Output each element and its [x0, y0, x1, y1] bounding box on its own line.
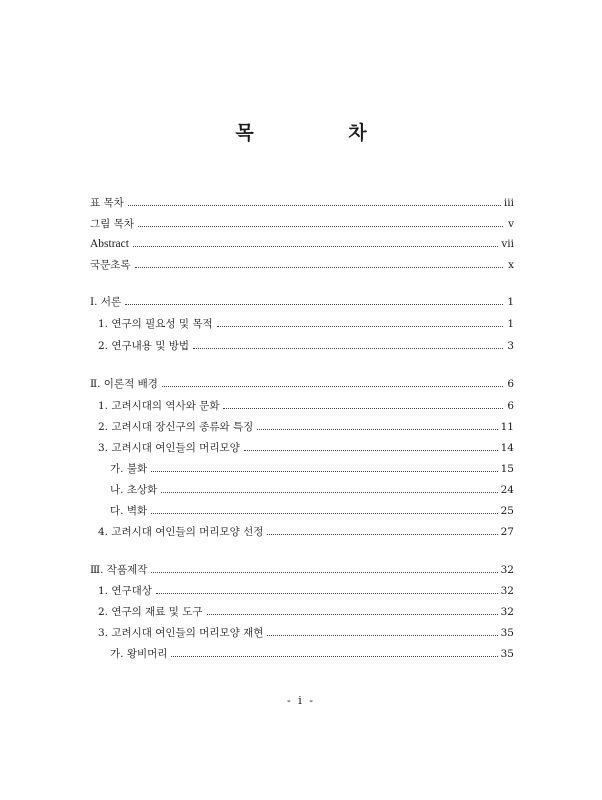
toc-entry-page: 25 — [500, 505, 514, 517]
dot-leader — [193, 348, 503, 349]
toc-subsection[interactable] — [90, 479, 514, 497]
toc-entry-page: x — [508, 259, 514, 271]
toc-entry-abstract[interactable] — [90, 233, 514, 251]
dot-leader — [223, 408, 503, 409]
toc-entry-page: 24 — [500, 484, 514, 496]
toc-entry-page: 32 — [500, 585, 514, 597]
toc-subsection-label: 나. 초상화 — [110, 484, 158, 496]
toc-entry-page: 27 — [500, 526, 514, 538]
toc-section[interactable] — [90, 521, 514, 539]
toc-entry-page: 32 — [500, 564, 514, 576]
toc-subsection[interactable] — [90, 458, 514, 476]
toc-section[interactable] — [90, 313, 514, 331]
toc-section[interactable] — [90, 395, 514, 413]
toc-entry-page: 35 — [500, 627, 514, 639]
dot-leader — [161, 492, 497, 493]
toc-section-label: 1. 연구대상 — [98, 585, 152, 597]
toc-section[interactable] — [90, 580, 514, 598]
dot-leader — [257, 429, 497, 430]
toc-chapter-label: Ⅲ. 작품제작 — [90, 564, 148, 576]
toc-section-label: 2. 고려시대 장신구의 종류와 특징 — [98, 421, 254, 433]
toc-section[interactable] — [90, 622, 514, 640]
toc-entry-page: 3 — [507, 340, 514, 352]
dot-leader — [128, 205, 501, 206]
dot-leader — [171, 656, 497, 657]
toc-section-label: 3. 고려시대 여인들의 머리모양 — [98, 442, 240, 454]
dot-leader — [151, 513, 498, 514]
toc-entry-tables[interactable] — [90, 192, 514, 210]
dot-leader — [125, 304, 503, 305]
toc-entry-page: 32 — [500, 606, 514, 618]
toc-section-label: 2. 연구의 재료 및 도구 — [98, 606, 203, 618]
toc-chapter-2[interactable] — [90, 373, 514, 391]
toc-section-label: 2. 연구내용 및 방법 — [98, 340, 190, 352]
toc-entry-page: 6 — [507, 378, 514, 390]
dot-leader — [162, 386, 503, 387]
toc-entry-label: 표 목차 — [90, 197, 124, 209]
toc-entry-figures[interactable] — [90, 213, 514, 231]
toc-entry-page: v — [508, 218, 514, 230]
toc-entry-page: 6 — [507, 400, 514, 412]
toc-subsection-label: 다. 벽화 — [110, 505, 148, 517]
toc-entry-page: iii — [503, 197, 514, 209]
toc-entry-page: 11 — [500, 421, 514, 433]
page-number-footer: - i - — [287, 694, 315, 707]
toc-section[interactable] — [90, 437, 514, 455]
toc-entry-page: 35 — [500, 648, 514, 660]
toc-entry-label: Abstract — [90, 238, 129, 250]
dot-leader — [217, 326, 503, 327]
toc-section-label: 1. 연구의 필요성 및 목적 — [98, 318, 213, 330]
dot-leader — [244, 450, 498, 451]
toc-entry-page: 14 — [500, 442, 514, 454]
dot-leader — [151, 471, 498, 472]
toc-chapter-label: Ⅰ. 서론 — [90, 296, 122, 308]
dot-leader — [267, 534, 497, 535]
dot-leader — [135, 267, 503, 268]
toc-entry-page: 1 — [507, 296, 514, 308]
toc-entry-korean-abstract[interactable] — [90, 254, 514, 272]
dot-leader — [133, 246, 498, 247]
toc-entry-label: 그림 목차 — [90, 218, 134, 230]
toc-entry-label: 국문초록 — [90, 259, 131, 271]
toc-entry-page: vii — [501, 238, 514, 250]
toc-chapter-label: Ⅱ. 이론적 배경 — [90, 378, 158, 390]
toc-section-label: 4. 고려시대 여인들의 머리모양 선정 — [98, 526, 264, 538]
toc-chapter-3[interactable] — [90, 559, 514, 577]
toc-entry-page: 15 — [500, 463, 514, 475]
toc-section[interactable] — [90, 416, 514, 434]
dot-leader — [267, 635, 497, 636]
page-title: 목 차 — [235, 122, 411, 144]
toc-subsection-label: 가. 불화 — [110, 463, 148, 475]
dot-leader — [207, 614, 498, 615]
dot-leader — [151, 572, 497, 573]
toc-chapter-1[interactable] — [90, 291, 514, 309]
dot-leader — [138, 226, 503, 227]
toc-section-label: 1. 고려시대의 역사와 문화 — [98, 400, 220, 412]
toc-subsection[interactable] — [90, 500, 514, 518]
toc-section[interactable] — [90, 601, 514, 619]
toc-section-label: 3. 고려시대 여인들의 머리모양 재현 — [98, 627, 264, 639]
toc-subsection-label: 가. 왕비머리 — [110, 648, 168, 660]
dot-leader — [156, 593, 498, 594]
toc-entry-page: 1 — [507, 318, 514, 330]
toc-section[interactable] — [90, 335, 514, 353]
toc-subsection[interactable] — [90, 643, 514, 661]
